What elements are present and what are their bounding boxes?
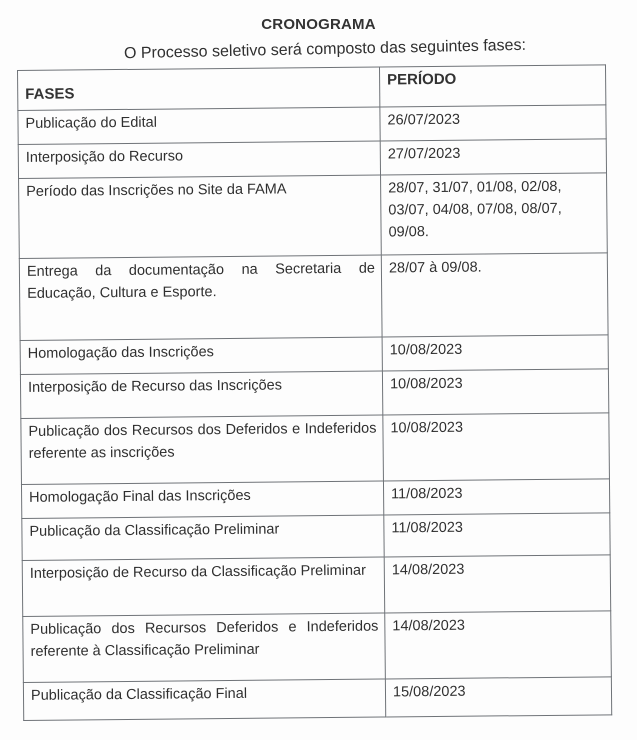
table-header-row (18, 65, 606, 111)
fase-cell: Interposição do Recurso (18, 141, 380, 178)
table-row (20, 369, 608, 419)
fase-cell: Publicação dos Recursos dos Deferidos e Indeferidos referente as inscrições (21, 415, 384, 484)
fase-cell: Período das Inscrições no Site da FAMA (19, 175, 382, 258)
schedule-table-container (17, 64, 611, 721)
table-body (18, 105, 612, 721)
table-row (21, 413, 610, 485)
table-row (22, 555, 611, 617)
table-row (23, 677, 611, 721)
periodo-cell: 10/08/2023 (382, 335, 608, 371)
schedule-table (17, 64, 612, 721)
document-title: CRONOGRAMA (261, 16, 376, 33)
column-header-fases: FASES (18, 67, 380, 110)
table-row (19, 173, 608, 259)
periodo-cell: 10/08/2023 (383, 413, 610, 481)
fase-cell: Homologação das Inscrições (20, 337, 382, 374)
periodo-cell: 14/08/2023 (385, 611, 612, 679)
table-row (18, 105, 606, 145)
fase-cell: Interposição de Recurso da Classificação Preliminar (22, 557, 385, 616)
periodo-cell: 28/07, 31/07, 01/08, 02/08, 03/07, 04/08, 07/08, 08/07, 09/08. (381, 173, 608, 255)
table-row (19, 253, 608, 341)
fase-cell: Interposição de Recurso das Inscrições (20, 371, 382, 418)
periodo-cell: 10/08/2023 (382, 369, 608, 415)
periodo-cell: 15/08/2023 (385, 677, 611, 717)
fase-cell: Publicação da Classificação Final (23, 679, 385, 720)
fase-cell: Homologação Final das Inscrições (21, 481, 383, 518)
periodo-cell: 14/08/2023 (384, 555, 611, 613)
fase-cell: Entrega da documentação na Secretaria de Educação, Cultura e Esporte. (19, 255, 382, 340)
fase-cell: Publicação do Edital (18, 107, 380, 144)
periodo-cell: 11/08/2023 (384, 513, 610, 557)
document-subtitle: O Processo seletivo será composto das seguintes fases: (123, 36, 527, 63)
table-row (22, 513, 610, 561)
periodo-cell: 11/08/2023 (383, 479, 609, 515)
table-row (20, 335, 608, 375)
fase-cell: Publicação dos Recursos Deferidos e Indeferidos referente à Classificação Preliminar (23, 613, 386, 682)
periodo-cell: 28/07 à 09/08. (381, 253, 608, 337)
table-row (18, 139, 606, 179)
periodo-cell: 26/07/2023 (380, 105, 606, 141)
fase-cell: Publicação da Classificação Preliminar (22, 515, 384, 560)
table-row (21, 479, 609, 519)
periodo-cell: 27/07/2023 (380, 139, 606, 175)
table-row (23, 611, 612, 683)
column-header-periodo: PERÍODO (379, 65, 605, 107)
